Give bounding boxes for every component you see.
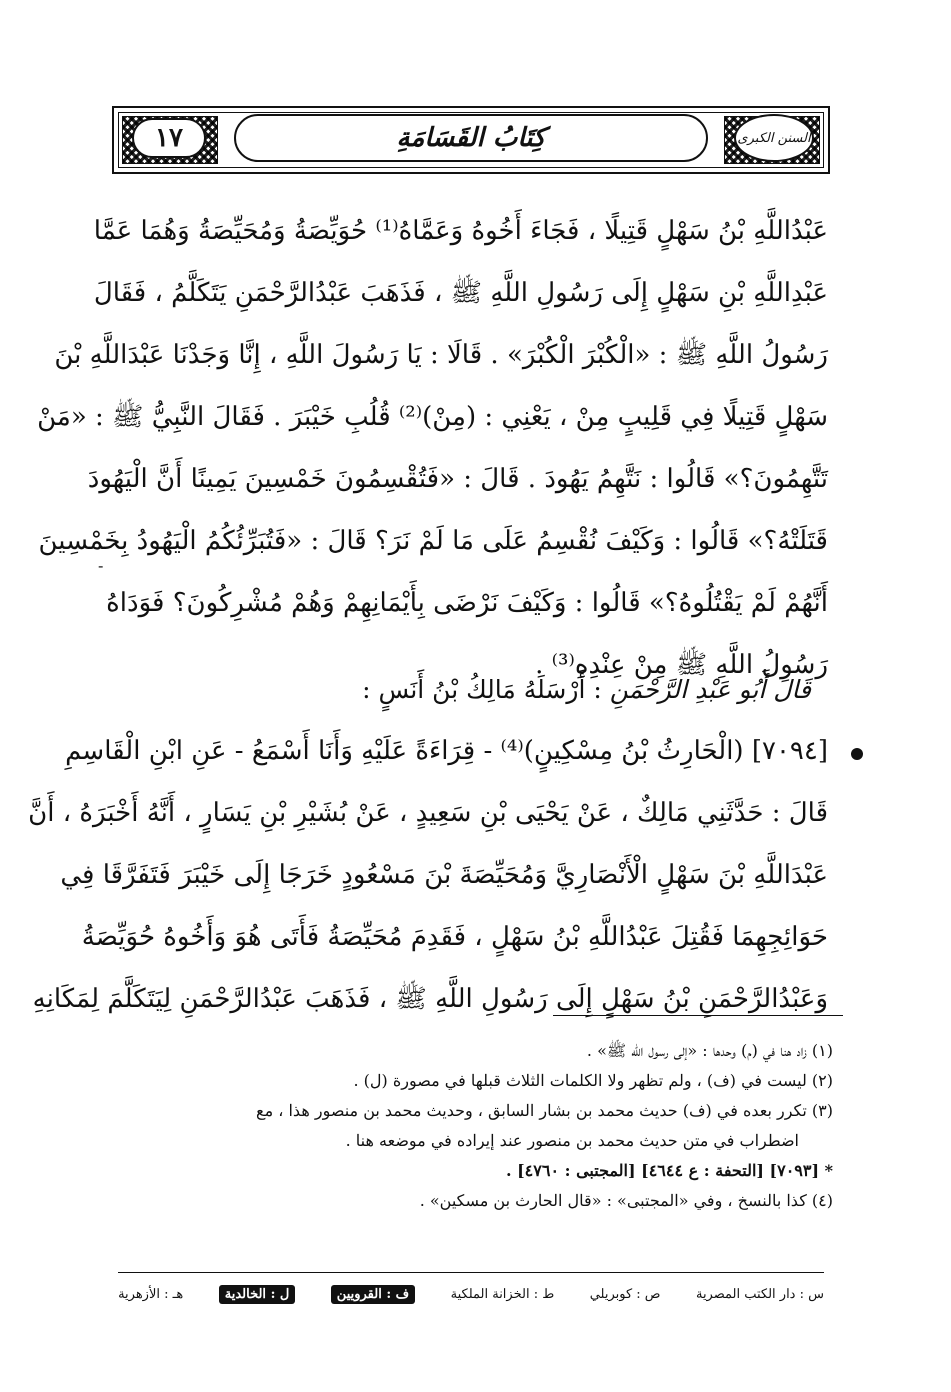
chapter-title: كِتَابُ القَسَامَةِ [234,114,708,162]
book-logo: السنن الكبرى [734,114,814,162]
hadith-line: عَبْدَاللَّهِ بْنَ سَهْلٍ الْأَنْصَارِيَّ وَمُحَيِّصَةَ بْنَ مَسْعُودٍ خَرَجَا إِلَى خَيْبَرَ فَتَفَرَّقَا فِي [60,860,828,890]
body-line: عَبْدِاللَّهِ بْنِ سَهْلٍ إِلَى رَسُولِ اللَّهِ ﷺ ، فَذَهَبَ عَبْدُالرَّحْمَنِ يَتَكَلَّمُ ، فَقَالَ [93,278,828,308]
legend-item: ص : كوبريلي [589,1286,661,1302]
footnote: (٢) ليست في (ف) ، ولم تظهر ولا الكلمات الثلاث قبلها في مصورة (ل) . [353,1071,833,1090]
main-text [37,200,828,696]
body-line: عَبْدُاللَّهِ بْنُ سَهْلٍ قَتِيلًا ، فَجَاءَ أَخُوهُ وَعَمَّاهُ⁽¹⁾ حُوَيِّصَةُ وَمُحَيِّصَةُ وَهُمَا عَمَّا [93,216,828,246]
narrator-line [362,660,811,720]
page-number: ١٧ [132,118,206,158]
body-line: أَنَّهُمْ لَمْ يَقْتُلُوهُ؟» قَالُوا : وَكَيْفَ نَرْضَى بِأَيْمَانِهِمْ وَهُمْ مُشْرِكُونَ؟ فَوَدَاهُ [106,588,828,618]
footnote-divider [553,1015,843,1016]
hadith-line: قَالَ : حَدَّثَنِي مَالِكٌ ، عَنْ يَحْيَى بْنِ سَعِيدٍ ، عَنْ بُشَيْرِ بْنِ يَسَارٍ ، أَنَّهُ أَخْبَرَهُ ، أَنَّ [28,798,828,828]
page-header [112,106,830,174]
hadith-line: وَعَبْدُالرَّحْمَنِ بْنُ سَهْلٍ إِلَى رَسُولِ اللَّهِ ﷺ ، فَذَهَبَ عَبْدُالرَّحْمَنِ لِيَتَكَلَّمَ لِمَكَانِهِ [32,984,828,1014]
body-line: رَسُولُ اللَّهِ ﷺ : «الْكُبْرَ الْكُبْرَ» . قَالَا : يَا رَسُولَ اللَّهِ ، إِنَّا وَجَدْنَا عَبْدَاللَّهِ بْنَ [54,340,828,370]
legend-item: هـ : الأزهرية [118,1286,184,1302]
hadith-bullet-icon [851,748,863,760]
legend-item: س : دار الكتب المصرية [695,1286,824,1302]
body-line: قَتَلَتْهُ؟» قَالُوا : وَكَيْفَ نُقْسِمُ عَلَى مَا لَمْ نَرَ؟ قَالَ : «فَتُبَرِّئُكُمُ الْيَهُودُ بِخَمْسِينَ [38,526,828,556]
hadith-line: [٧٠٩٤] (الْحَارِثُ بْنُ مِسْكِينٍ)⁽⁴⁾ - قِرَاءَةً عَلَيْهِ وَأَنَا أَسْمَعُ - عَنِ ابْنِ الْقَاسِمِ [65,736,828,766]
footnote: (٤) كذا بالنسخ ، وفي «المجتبى» : «قال الحارث بن مسكين» . [419,1191,833,1210]
footnotes [128,1036,833,1216]
hadith-line: حَوَائِجِهِمَا فَقُتِلَ عَبْدُاللَّهِ بْنُ سَهْلٍ ، فَقَدِمَ مُحَيِّصَةُ فَأَتَى هُوَ وَأَخُوهُ حُوَيِّصَةُ [81,922,828,952]
legend-item-highlight: ل : الخالدية [219,1285,296,1304]
legend-item: ط : الخزانة الملكية [450,1286,555,1302]
footnote-continuation: اضطراب في متن حديث محمد بن منصور عند إيراده في موضعه هنا . [345,1131,799,1150]
margin-mark: - [98,556,104,575]
body-line: رَسُولُ اللَّهِ ﷺ مِنْ عِنْدِهِ⁽³⁾ . [535,650,828,680]
hadith-section [28,720,828,1030]
body-line: سَهْلٍ قَتِيلًا فِي قَلِيبٍ مِنْ ، يَعْنِي : (مِنْ)⁽²⁾ قُلُبِ خَيْبَرَ . فَقَالَ النَّبِيُّ ﷺ : «مَنْ [37,402,828,432]
footnote: (١) زاد هنا في (م) وحدها : «إلى رسول الله ﷺ» . [586,1041,833,1060]
hadith-reference: * [٧٠٩٣] [التحفة : ع ٤٦٤٤] [المجتبى : ٤٧٦٠] . [505,1161,833,1180]
narrator-text: : أَرْسَلَهُ مَالِكُ بْنُ أَنَسٍ : [362,675,602,704]
footnote: (٣) تكرر بعده في (ف) حديث محمد بن بشار السابق ، وحديث محمد بن منصور هذا ، مع [256,1101,833,1120]
manuscript-legend [118,1278,824,1310]
narrator-name: قَالَ أَبُو عَبْدِ الرَّحْمَنِ [609,675,811,704]
legend-item-highlight: ف : القرويين [331,1285,415,1304]
legend-divider [118,1272,824,1273]
body-line: تَتَّهِمُونَ؟» قَالُوا : نَتَّهِمُ يَهُودَ . قَالَ : «فَتُقْسِمُونَ خَمْسِينَ يَمِينًا أَنَّ الْيَهُودَ [87,464,828,494]
